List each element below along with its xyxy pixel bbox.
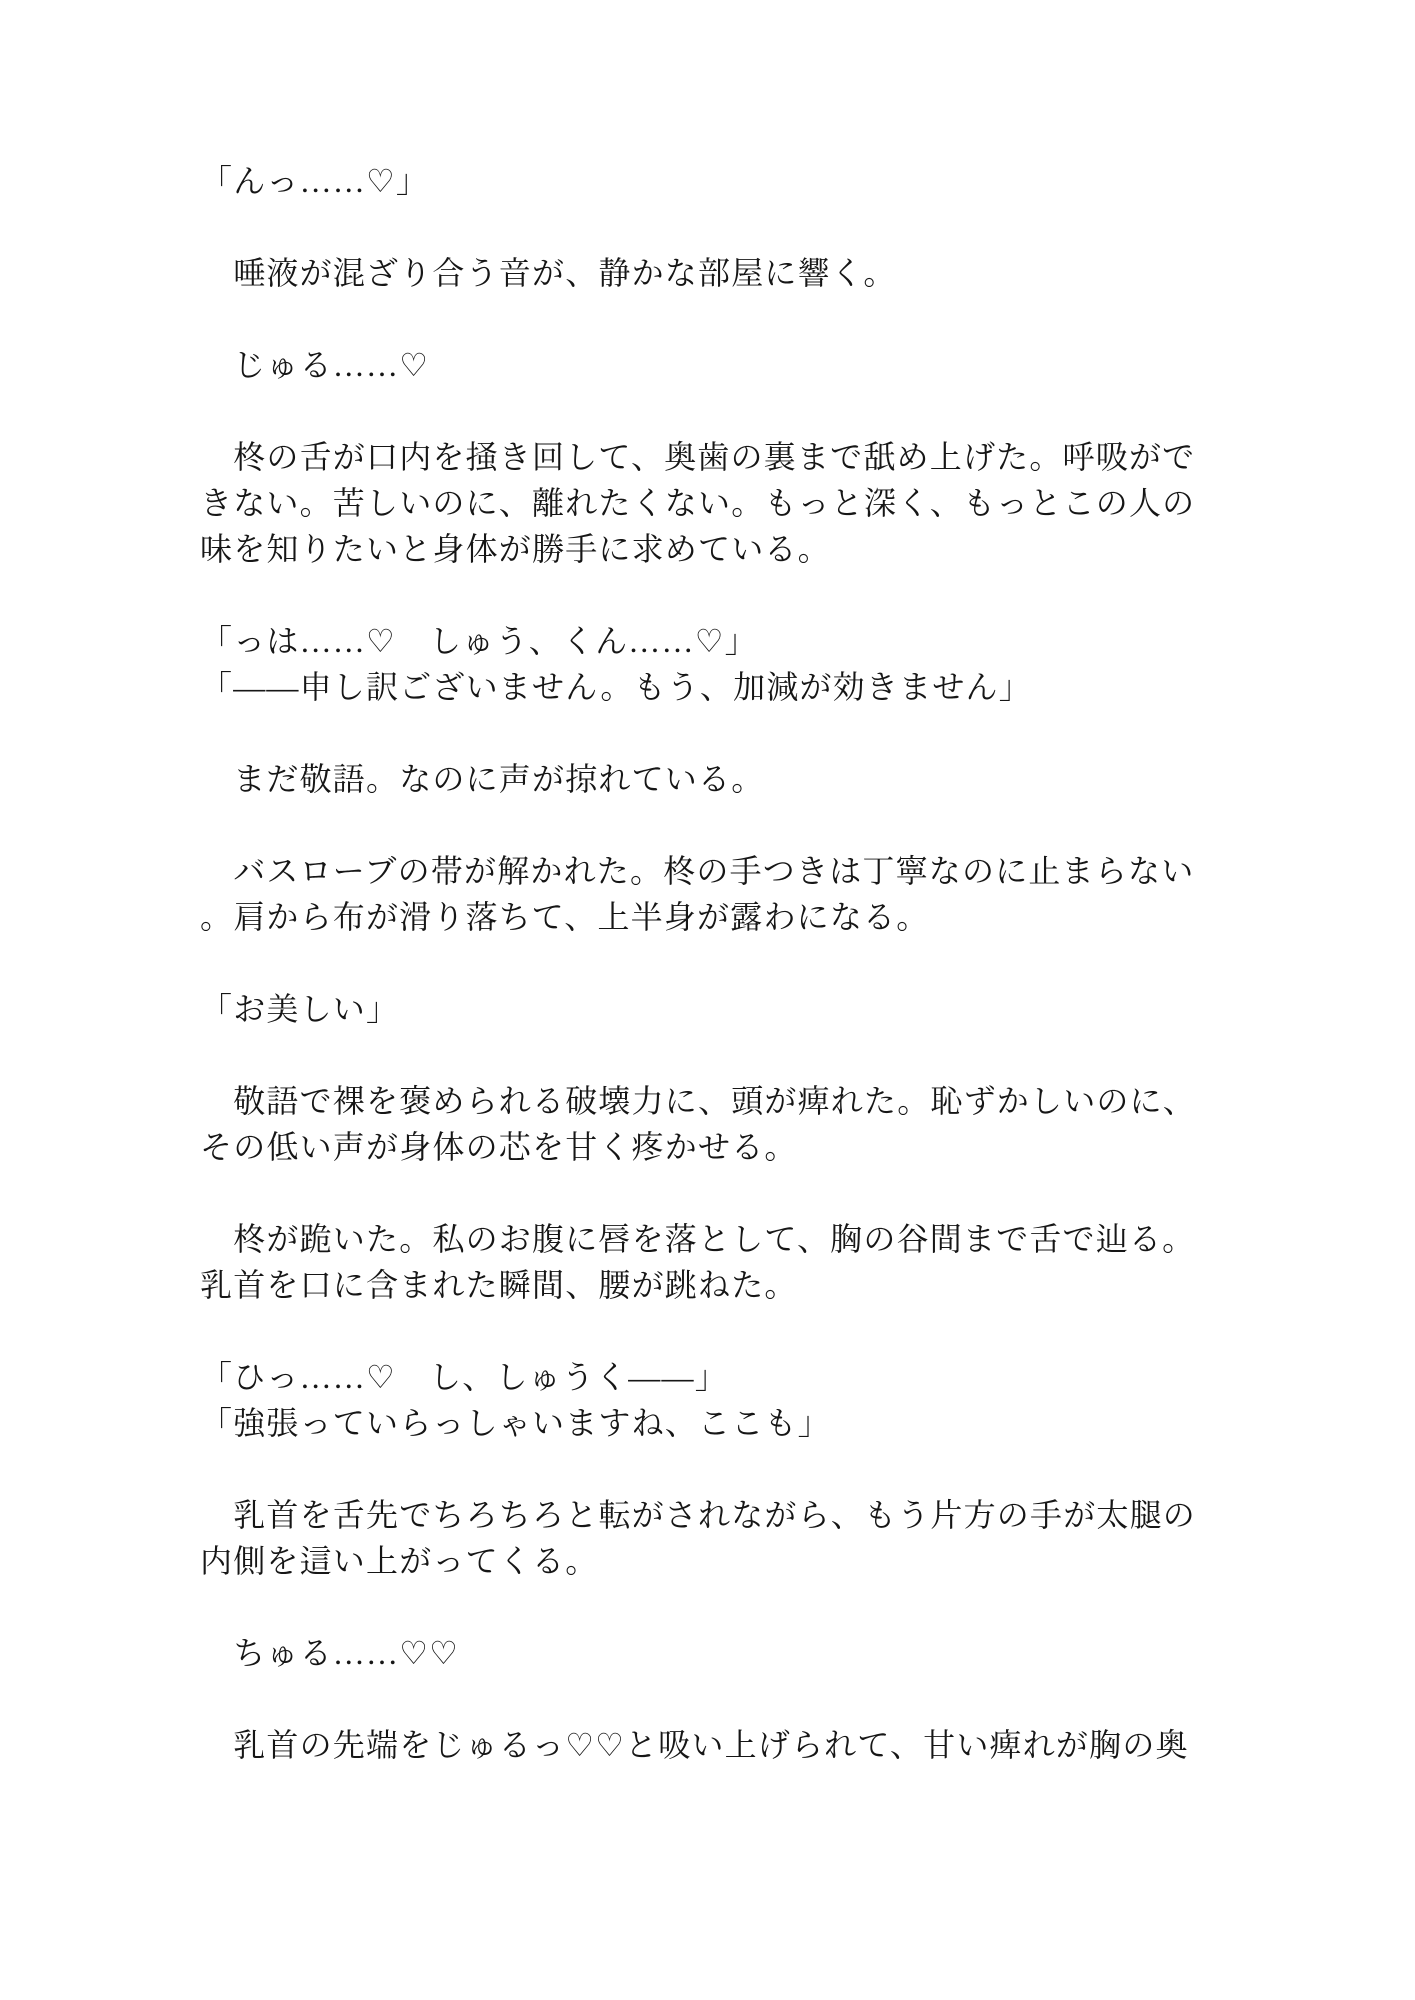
text-line: 乳首を口に含まれた瞬間、腰が跳ねた。 [200,1267,798,1303]
text-line: 唾液が混ざり合う音が、静かな部屋に響く。 [200,255,897,291]
text-line: きない。苦しいのに、離れたくない。もっと深く、もっとこの人の [200,485,1196,521]
paragraph-block [200,1722,1200,1768]
text-line: その低い声が身体の芯を甘く疼かせる。 [200,1129,798,1165]
text-line: 柊の舌が口内を掻き回して、奥歯の裏まで舐め上げた。呼吸がで [200,439,1196,475]
paragraph-block [200,1354,1200,1446]
text-line: 味を知りたいと身体が勝手に求めている。 [200,531,831,567]
paragraph-block [200,986,1200,1032]
text-line: 乳首を舌先でちろちろと転がされながら、もう片方の手が太腿の [200,1497,1197,1533]
text-body [200,158,1200,1768]
text-line: 「ひっ……♡ し、しゅうく——」 [200,1359,728,1395]
text-line: 。肩から布が滑り落ちて、上半身が露わになる。 [200,899,930,935]
text-line: 「——申し訳ございません。もう、加減が効きません」 [200,669,1032,705]
text-line: 「強張っていらっしゃいますね、ここも」 [200,1405,831,1441]
paragraph-block [200,250,1200,296]
paragraph-block [200,1216,1200,1308]
text-line: 「んっ……♡」 [200,163,430,199]
paragraph-block [200,756,1200,802]
text-line: 「お美しい」 [200,991,400,1027]
text-line: バスローブの帯が解かれた。柊の手つきは丁寧なのに止まらない [200,853,1195,889]
text-line: 敬語で裸を褒められる破壊力に、頭が痺れた。恥ずかしいのに、 [200,1083,1197,1119]
text-line: じゅる……♡ [200,347,430,383]
text-line: 内側を這い上がってくる。 [200,1543,599,1579]
paragraph-block [200,848,1200,940]
text-line: まだ敬語。なのに声が掠れている。 [200,761,765,797]
paragraph-block [200,618,1200,710]
text-line: 乳首の先端をじゅるっ♡♡と吸い上げられて、甘い痺れが胸の奥 [200,1727,1189,1763]
text-line: 柊が跪いた。私のお腹に唇を落として、胸の谷間まで舌で辿る。 [200,1221,1196,1257]
paragraph-block [200,1078,1200,1170]
paragraph-block [200,342,1200,388]
text-line: 「っは……♡ しゅう、くん……♡」 [200,623,758,659]
text-line: ちゅる……♡♡ [200,1635,459,1671]
paragraph-block [200,434,1200,572]
paragraph-block [200,1630,1200,1676]
paragraph-block [200,1492,1200,1584]
paragraph-block [200,158,1200,204]
